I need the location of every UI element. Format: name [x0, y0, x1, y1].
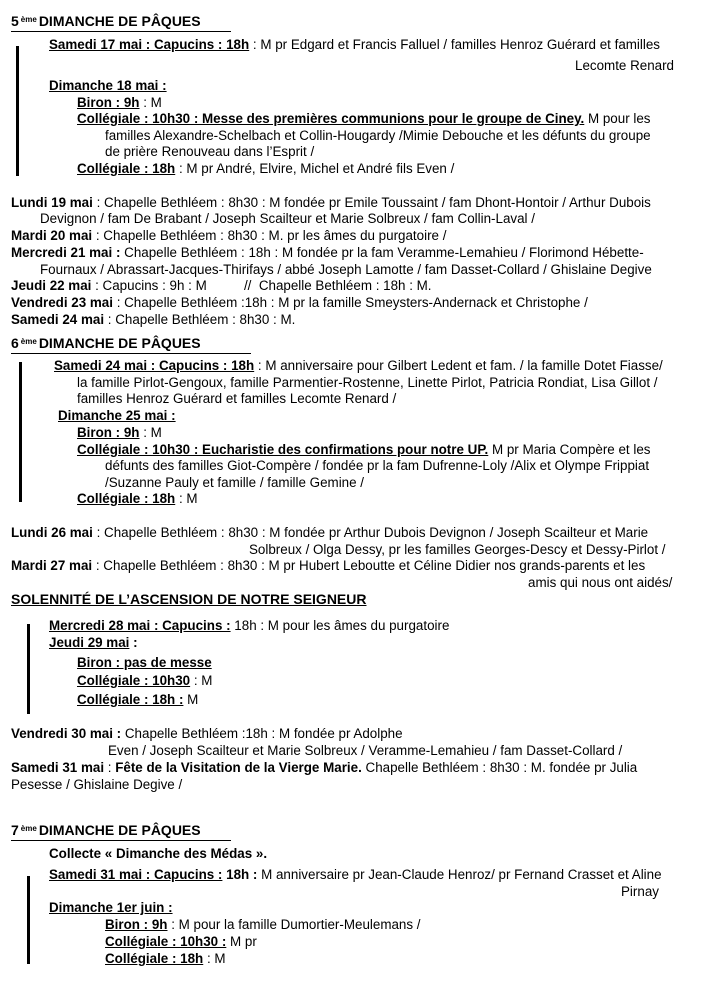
w3-samedi — [11, 759, 637, 776]
w1-samedi — [11, 311, 295, 328]
section-7-margin-bar — [27, 876, 30, 964]
asc-jeudi-colon: : — [129, 635, 138, 650]
w2-mardi — [11, 557, 645, 574]
w3-samedi-feast: Fête de la Visitation de la Vierge Marie. — [115, 760, 362, 775]
s7-sunday-label: Dimanche 1er juin : — [49, 900, 173, 915]
s6-biron-label: Biron : 9h — [77, 425, 140, 440]
w1-mardi-text: : Chapelle Bethléem : 8h30 : M. pr les âmes du purgatoire / — [92, 228, 447, 243]
asc-collegiale-18h-text: M — [183, 692, 199, 707]
w1-lundi-text: : Chapelle Bethléem : 8h30 : M fondée pr Emile Toussaint / fam Dhont-Hontoir / Arthur Dubois — [92, 195, 651, 210]
w3-samedi-sep: : — [104, 760, 116, 775]
w1-mercredi — [11, 244, 644, 261]
w1-jeudi-label: Jeudi 22 mai — [11, 278, 92, 293]
w1-vendredi-text: : Chapelle Bethléem :18h : M pr la famille Smeysters-Andernack et Christophe / — [112, 295, 588, 310]
s7-saturday-text: M anniversaire pr Jean-Claude Henroz/ pr Fernand Crasset et Aline — [257, 867, 662, 882]
s7-collegiale-18h — [105, 950, 226, 967]
section-7-heading — [11, 822, 201, 839]
w3-samedi-text: Chapelle Bethléem : 8h30 : M. fondée pr Julia — [361, 760, 638, 775]
w3-vendredi-label: Vendredi 30 mai : — [11, 726, 122, 741]
s6-collegiale-18h-text: : M — [175, 491, 198, 506]
section-5-number: 5 — [11, 13, 19, 29]
w2-lundi — [11, 524, 648, 541]
s6-collegiale-1030-line2: défunts des familles Giot-Compère / fondée pr la fam Dufrenne-Loly /Alix et Olympe Frippiat — [105, 458, 650, 473]
w1-vendredi — [11, 294, 588, 311]
s7-saturday-time: 18h : — [222, 867, 258, 882]
s5-saturday-text: : M pr Edgard et Francis Falluel / familles Henroz Guérard et familles — [249, 37, 660, 52]
s5-sunday-label: Dimanche 18 mai : — [49, 78, 167, 93]
s7-saturday-cont: Pirnay — [621, 884, 659, 899]
s5-biron-label: Biron : 9h — [77, 95, 140, 110]
w2-mardi-label: Mardi 27 mai — [11, 558, 93, 573]
s5-biron — [77, 94, 162, 111]
s7-saturday-label: Samedi 31 mai : Capucins : — [49, 867, 223, 882]
asc-jeudi — [49, 634, 138, 651]
section-5-ordinal: ème — [20, 15, 37, 24]
s6-collegiale-1030-label: Collégiale : 10h30 : Eucharistie des confirmations pour notre UP. — [77, 442, 489, 457]
asc-collegiale-1030-label: Collégiale : 10h30 — [77, 673, 191, 688]
s7-collegiale-1030 — [105, 933, 257, 950]
s7-biron — [105, 916, 421, 933]
asc-mercredi-label: Mercredi 28 mai : Capucins : — [49, 618, 231, 633]
s5-collegiale-1030-label: Collégiale : 10h30 : Messe des premières communions pour le groupe de Ciney. — [77, 111, 585, 126]
w2-mardi-cont: amis qui nous ont aidés/ — [528, 575, 673, 590]
s7-collecte: Collecte « Dimanche des Médas ». — [49, 846, 268, 861]
s7-collegiale-1030-label: Collégiale : 10h30 : — [105, 934, 227, 949]
w3-vendredi-text: Chapelle Bethléem :18h : M fondée pr Adolphe — [121, 726, 403, 741]
w1-mercredi-text: Chapelle Bethléem : 18h : M fondée pr la fam Veramme-Lemahieu / Florimond Hébette- — [120, 245, 644, 260]
w1-lundi-label: Lundi 19 mai — [11, 195, 93, 210]
section-7-number: 7 — [11, 822, 19, 838]
section-5-title: DIMANCHE DE PÂQUES — [38, 13, 201, 29]
s5-saturday — [49, 36, 660, 53]
w1-mercredi-label: Mercredi 21 mai : — [11, 245, 121, 260]
s7-biron-text: : M pour la famille Dumortier-Meulemans / — [167, 917, 421, 932]
asc-collegiale-18h-label: Collégiale : 18h : — [77, 692, 184, 707]
s6-biron-text: : M — [139, 425, 162, 440]
ascension-margin-bar — [27, 624, 30, 714]
section-6-number: 6 — [11, 335, 19, 351]
s5-collegiale-1030-text: M pour les — [584, 111, 651, 126]
w3-samedi-label: Samedi 31 mai — [11, 760, 105, 775]
section-6-heading — [11, 335, 201, 352]
asc-biron: Biron : pas de messe — [77, 655, 212, 670]
w1-lundi — [11, 194, 651, 211]
section-5-underline — [11, 31, 231, 32]
s6-collegiale-1030-line3: /Suzanne Pauly et famille / famille Gemine / — [105, 475, 365, 490]
asc-collegiale-18h — [77, 691, 198, 708]
section-6-ordinal: ème — [20, 337, 37, 346]
s6-saturday — [54, 357, 663, 374]
w2-lundi-text: : Chapelle Bethléem : 8h30 : M fondée pr Arthur Dubois Devignon / Joseph Scailteur et Marie — [92, 525, 649, 540]
ascension-heading: SOLENNITÉ DE L’ASCENSION DE NOTRE SEIGNEUR — [11, 591, 367, 607]
s6-saturday-text: : M anniversaire pour Gilbert Ledent et fam. / la famille Dotet Fiasse/ — [254, 358, 663, 373]
s5-collegiale-18h — [77, 160, 454, 177]
w3-vendredi — [11, 725, 403, 742]
section-7-ordinal: ème — [20, 824, 37, 833]
s5-collegiale-18h-text: : M pr André, Elvire, Michel et André fils Even / — [175, 161, 455, 176]
w1-mardi-label: Mardi 20 mai — [11, 228, 93, 243]
section-6-margin-bar — [19, 362, 22, 502]
s6-collegiale-18h — [77, 490, 198, 507]
w1-jeudi — [11, 277, 432, 294]
s6-collegiale-1030 — [77, 441, 650, 458]
s7-collegiale-1030-text: M pr — [226, 934, 257, 949]
w2-lundi-label: Lundi 26 mai — [11, 525, 93, 540]
s7-collegiale-18h-label: Collégiale : 18h — [105, 951, 204, 966]
w2-lundi-cont: Solbreux / Olga Dessy, pr les familles Georges-Descy et Dessy-Pirlot / — [249, 542, 666, 557]
s6-saturday-line2: la famille Pirlot-Gengoux, famille Parmentier-Rostenne, Linette Pirlot, Patricia Rondiat, Lisa Gillot / — [77, 375, 658, 390]
s5-saturday-cont: Lecomte Renard — [575, 58, 674, 73]
w1-lundi-cont: Devignon / fam De Brabant / Joseph Scailteur et Marie Solbreux / fam Collin-Laval / — [40, 211, 535, 226]
asc-jeudi-label: Jeudi 29 mai — [49, 635, 130, 650]
s7-collegiale-18h-text: : M — [203, 951, 226, 966]
w1-mardi — [11, 227, 446, 244]
w1-jeudi-text: : Capucins : 9h : M // Chapelle Bethléem : 18h : M. — [91, 278, 432, 293]
section-5-margin-bar — [16, 46, 19, 176]
s6-collegiale-18h-label: Collégiale : 18h — [77, 491, 176, 506]
s5-collegiale-1030 — [77, 110, 651, 127]
s6-sunday-label: Dimanche 25 mai : — [58, 408, 176, 423]
s7-saturday — [49, 866, 662, 883]
w1-mercredi-cont: Fournaux / Abrassart-Jacques-Thirifays / abbé Joseph Lamotte / fam Dasset-Collard / Ghislaine Degive — [40, 262, 652, 277]
section-7-title: DIMANCHE DE PÂQUES — [38, 822, 201, 838]
s5-saturday-label: Samedi 17 mai : Capucins : 18h — [49, 37, 250, 52]
w1-vendredi-label: Vendredi 23 mai — [11, 295, 113, 310]
s5-biron-text: : M — [139, 95, 162, 110]
w1-samedi-text: : Chapelle Bethléem : 8h30 : M. — [104, 312, 296, 327]
w3-vendredi-cont: Even / Joseph Scailteur et Marie Solbreux / Veramme-Lemahieu / fam Dasset-Collard / — [108, 743, 623, 758]
s5-collegiale-1030-line3: de prière Renouveau dans l’Esprit / — [105, 144, 315, 159]
asc-mercredi-text: 18h : M pour les âmes du purgatoire — [230, 618, 450, 633]
s6-saturday-label: Samedi 24 mai : Capucins : 18h — [54, 358, 255, 373]
s6-biron — [77, 424, 162, 441]
section-6-underline — [11, 353, 251, 354]
w3-samedi-cont: Pesesse / Ghislaine Degive / — [11, 777, 183, 792]
w2-mardi-text: : Chapelle Bethléem : 8h30 : M pr Hubert Leboutte et Céline Didier nos grands-parents et les — [92, 558, 646, 573]
section-7-underline — [11, 840, 231, 841]
s6-saturday-line3: familles Henroz Guérard et familles Lecomte Renard / — [77, 391, 397, 406]
asc-collegiale-1030 — [77, 672, 212, 689]
s5-collegiale-18h-label: Collégiale : 18h — [77, 161, 176, 176]
w1-samedi-label: Samedi 24 mai — [11, 312, 105, 327]
s7-biron-label: Biron : 9h — [105, 917, 168, 932]
section-5-heading — [11, 13, 201, 30]
asc-collegiale-1030-text: : M — [190, 673, 213, 688]
section-6-title: DIMANCHE DE PÂQUES — [38, 335, 201, 351]
s6-collegiale-1030-text: M pr Maria Compère et les — [488, 442, 651, 457]
asc-mercredi — [49, 617, 449, 634]
s5-collegiale-1030-line2: familles Alexandre-Schelbach et Collin-Hougardy /Mimie Debouche et les défunts du groupe — [105, 128, 651, 143]
